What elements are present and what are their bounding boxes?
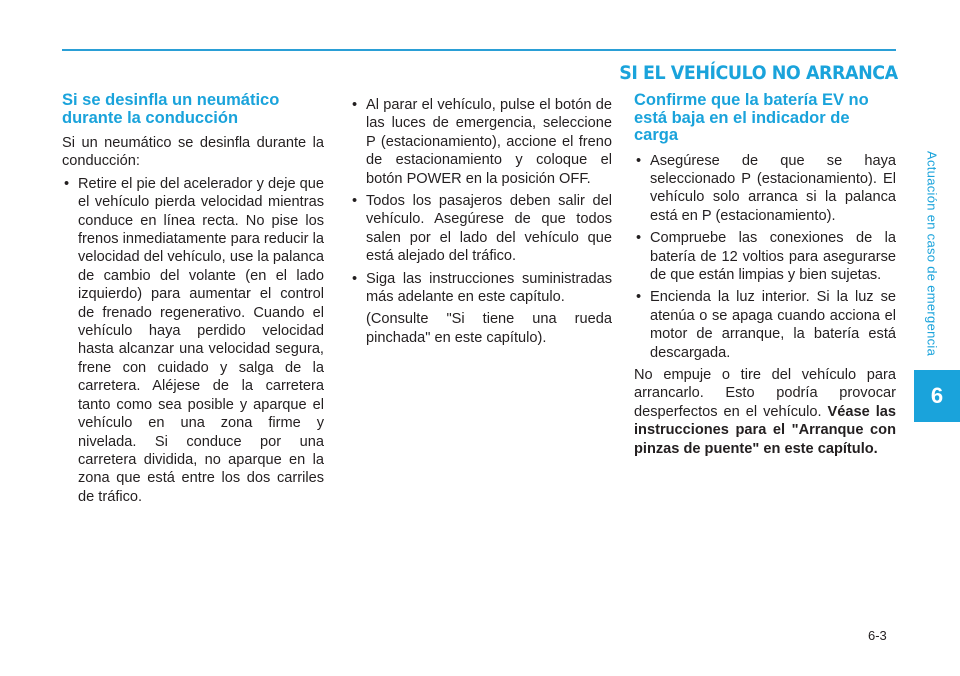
battery-check-list [634,152,896,362]
list-item: • Siga las instrucciones suministradas más adelante en este capítulo. [350,270,612,307]
list-item: • Encienda la luz interior. Si la luz se atenúa o se apaga cuando acciona el motor de arranque, la batería está descargada. [634,288,896,362]
chapter-number: 6 [930,383,944,408]
warning-reference-end: " en este capítulo. [752,440,878,457]
flat-tire-heading: Si se desinfla un neumático durante la conducción [62,91,280,127]
warning-paragraph [634,366,896,458]
warning-text: No empuje o tire del vehículo para arrancarlo. Esto podría provocar desperfectos en el vehículo. [634,366,896,420]
flat-tire-intro: Si un neumático se desinfla durante la conducción: [62,135,324,170]
jump-start-link[interactable]: Arranque con pinzas de puente [634,422,897,457]
list-item: • Retire el pie del acelerador y deje que el vehículo pierda velocidad mientras conduce en línea recta. No pise los frenos inmediatamente para reducir la velocidad del vehículo, use la palanca de cambio del volante (en el lado izquierdo) para aumentar el control de frenado regenerativo. Cuando el vehículo haya perdido velocidad hasta alcanzar una velocidad segura, frene con cuidado y salga de la carretera. Aléjese de la carretera tanto como sea posible y aparque el vehículo en una zona firme y nivelada. Si conduce por una carretera dividida, no aparque en la zona que está entre los dos carriles de tráfico. [62,175,324,506]
warning-reference: Véase las instrucciones para el " [634,403,897,439]
battery-heading: Confirme que la batería EV no está baja en el indicador de carga [634,91,869,144]
stop-steps-list [350,96,612,306]
page-number: 6-3 [868,628,887,643]
flat-tire-list [62,175,324,506]
list-item: • Al parar el vehículo, pulse el botón de las luces de emergencia, seleccione P (estacionamiento), accione el freno de estacionamiento y coloque el botón POWER en la posición OFF. [350,96,612,188]
list-item: • Asegúrese de que se haya seleccionado P (estacionamiento). El vehículo solo arranca si la palanca está en P (estacionamiento). [634,152,896,226]
list-item: • Compruebe las conexiones de la batería de 12 voltios para asegurarse de que están limpias y bien sujetas. [634,229,896,284]
section-title: SI EL VEHÍCULO NO ARRANCA [619,62,898,84]
column-1 [62,92,324,510]
column-2 [350,96,612,351]
chapter-tab[interactable] [914,370,960,422]
reference-note: (Consulte "Si tiene una rueda pinchada" en este capítulo). [366,311,612,346]
header-rule [62,49,896,51]
column-3 [634,92,896,462]
chapter-side-title: Actuación en caso de emergencia [924,151,940,357]
list-item: • Todos los pasajeros deben salir del vehículo. Asegúrese de que todos salen por el lado del vehículo que está alejado del tráfico. [350,192,612,266]
